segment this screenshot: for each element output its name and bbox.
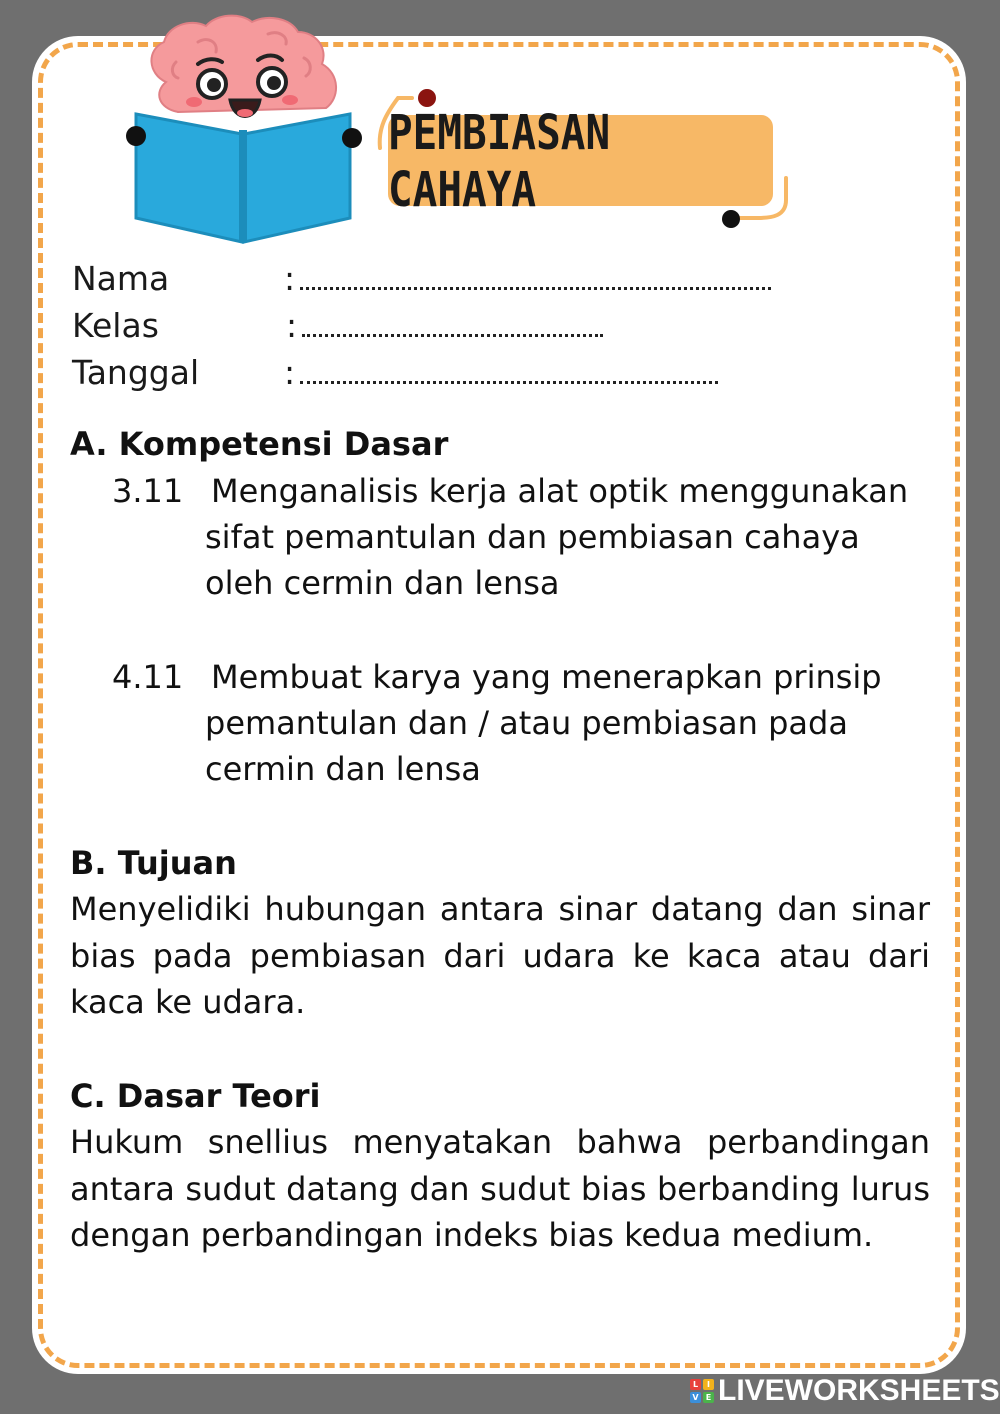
section-c-text: Hukum snellius menyatakan bahwa perbandingan antara sudut datang dan sudut bias berbanding lurus dengan perbandingan indeks bias kedua medium. [70,1123,930,1254]
kd-description: Menganalisis kerja alat optik menggunakan sifat pemantulan dan pembiasan cahaya oleh cermin dan lensa [205,472,909,602]
date-colon: : [284,353,296,392]
liveworksheets-logo-icon [690,1379,714,1403]
logo-letter: L [690,1379,701,1390]
book-icon [126,110,362,242]
class-label: Kelas [72,306,159,345]
kd-text [205,468,935,606]
name-colon: : [284,259,296,298]
liveworksheets-logo[interactable] [690,1374,1000,1408]
name-input-line[interactable] [300,287,771,290]
section-b-text: Menyelidiki hubungan antara sinar datang dan sinar bias pada pembiasan dari udara ke kaca atau dari kaca ke udara. [70,890,930,1021]
kd-description: Membuat karya yang menerapkan prinsip pemantulan dan / atau pembiasan pada cermin dan lensa [205,658,882,788]
class-input-line[interactable] [302,334,603,337]
title-box [388,103,773,218]
kd-number: 3.11 [112,472,184,510]
section-a-heading: A. Kompetensi Dasar [70,425,449,463]
name-label: Nama [72,259,170,298]
date-input-line[interactable] [300,381,718,384]
class-colon: : [286,306,298,345]
title-banner [368,88,798,238]
section-b-heading: B. Tujuan [70,844,237,882]
brand-name: LIVEWORKSHEETS [718,1374,1000,1407]
kd-number: 4.11 [112,658,184,696]
date-label: Tanggal [72,353,200,392]
section-c-heading: C. Dasar Teori [70,1077,321,1115]
logo-letter: E [703,1392,714,1403]
kd-text [205,654,920,792]
brain-reading-book-icon [118,12,368,247]
brain-icon [151,16,336,117]
page-title: PEMBIASAN CAHAYA [388,103,611,218]
logo-letter: V [690,1392,701,1403]
logo-letter: I [703,1379,714,1390]
